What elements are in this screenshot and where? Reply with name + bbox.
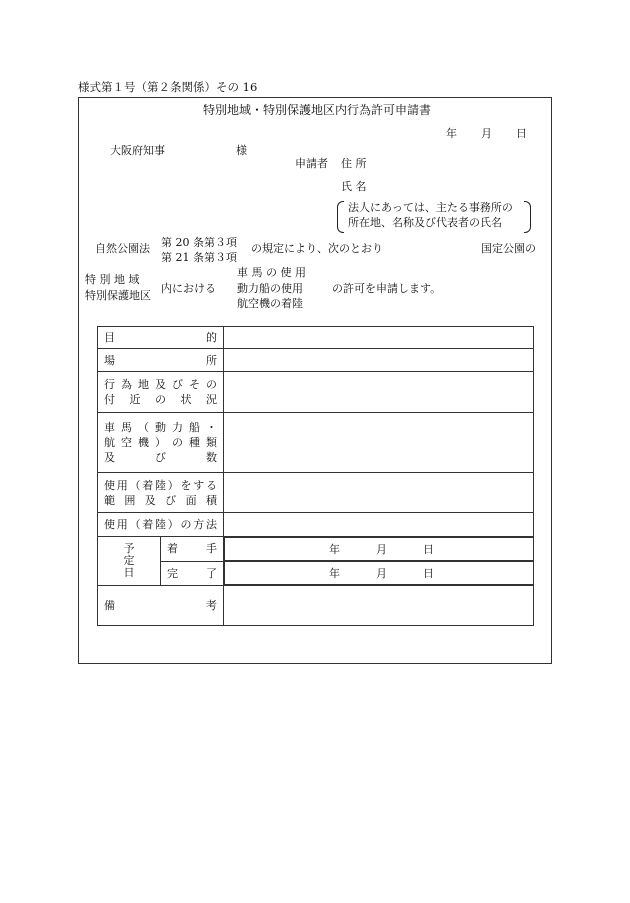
label-remarks: 備 考 xyxy=(98,586,224,626)
request-text: の許可を申請します。 xyxy=(332,282,442,295)
provision-text: の規定により、次のとおり xyxy=(251,242,383,255)
addressee-name: 大阪府知事 xyxy=(110,144,165,157)
name-label: 氏 名 xyxy=(341,180,367,193)
row-purpose xyxy=(98,327,534,349)
label-start: 着 手 xyxy=(161,537,224,562)
act-3: 航空機の着陸 xyxy=(237,297,303,310)
addressee-suffix: 様 xyxy=(236,144,247,157)
form-number: 様式第１号（第２条関係）その 16 xyxy=(78,80,258,94)
field-remarks[interactable] xyxy=(224,586,534,626)
act-2: 動力船の使用 xyxy=(237,282,303,295)
label-place: 場 所 xyxy=(98,349,224,372)
field-method[interactable] xyxy=(224,513,534,537)
address-label: 住 所 xyxy=(341,157,367,170)
date-day: 日 xyxy=(516,127,527,140)
label-method: 使 用 （ 着 陸 ） の 方 法 xyxy=(98,513,224,537)
row-site xyxy=(98,372,534,413)
row-vehicle xyxy=(98,413,534,473)
field-place[interactable] xyxy=(224,349,534,372)
row-end xyxy=(98,561,534,586)
label-schedule: 予 定 日 xyxy=(98,537,161,586)
start-month: 月 xyxy=(376,542,387,556)
row-method xyxy=(98,513,534,537)
field-range[interactable] xyxy=(224,473,534,513)
start-year: 年 xyxy=(329,542,340,556)
end-year: 年 xyxy=(329,566,340,580)
label-range: 使 用 （ 着 陸 ） を す る 範 囲 及 び 面 積 xyxy=(98,473,224,513)
end-month: 月 xyxy=(376,566,387,580)
park-type: 国定公園の xyxy=(481,242,536,255)
corporate-note xyxy=(337,200,531,233)
row-place xyxy=(98,349,534,372)
application-table xyxy=(97,326,534,626)
corporate-note-line1: 法人にあっては、主たる事務所の xyxy=(348,201,513,214)
end-day: 日 xyxy=(423,566,434,580)
applicant-label: 申請者 xyxy=(295,157,328,170)
field-end-date[interactable] xyxy=(224,561,534,585)
law-name: 自然公園法 xyxy=(95,242,150,255)
row-remarks xyxy=(98,586,534,626)
label-purpose: 目 的 xyxy=(98,327,224,349)
page-title: 特別地域・特別保護地区内行為許可申請書 xyxy=(203,103,432,117)
within-text: 内における xyxy=(161,282,216,295)
date-month: 月 xyxy=(481,127,492,140)
article-2: 第 21 条第３項 xyxy=(161,251,237,264)
label-site: 行 為 地 及 び そ の 付 近 の 状 況 xyxy=(98,372,224,413)
label-vehicle: 車 馬 （ 動 力 船 ・ 航 空 機 ） の 種 類 及 び 数 xyxy=(98,413,224,473)
field-vehicle[interactable] xyxy=(224,413,534,473)
date-year: 年 xyxy=(446,127,457,140)
area-1: 特 別 地 域 xyxy=(85,273,140,286)
field-purpose[interactable] xyxy=(224,327,534,349)
start-day: 日 xyxy=(423,542,434,556)
label-end: 完 了 xyxy=(161,561,224,586)
area-2: 特別保護地区 xyxy=(85,289,151,302)
corporate-note-line2: 所在地、名称及び代表者の氏名 xyxy=(348,216,502,229)
row-start xyxy=(98,537,534,562)
bracket-right xyxy=(524,201,531,233)
row-range xyxy=(98,473,534,513)
field-site[interactable] xyxy=(224,372,534,413)
bracket-left xyxy=(337,201,344,233)
article-1: 第 20 条第３項 xyxy=(161,236,237,249)
act-1: 車 馬 の 使 用 xyxy=(237,266,306,279)
field-start-date[interactable] xyxy=(224,537,534,561)
